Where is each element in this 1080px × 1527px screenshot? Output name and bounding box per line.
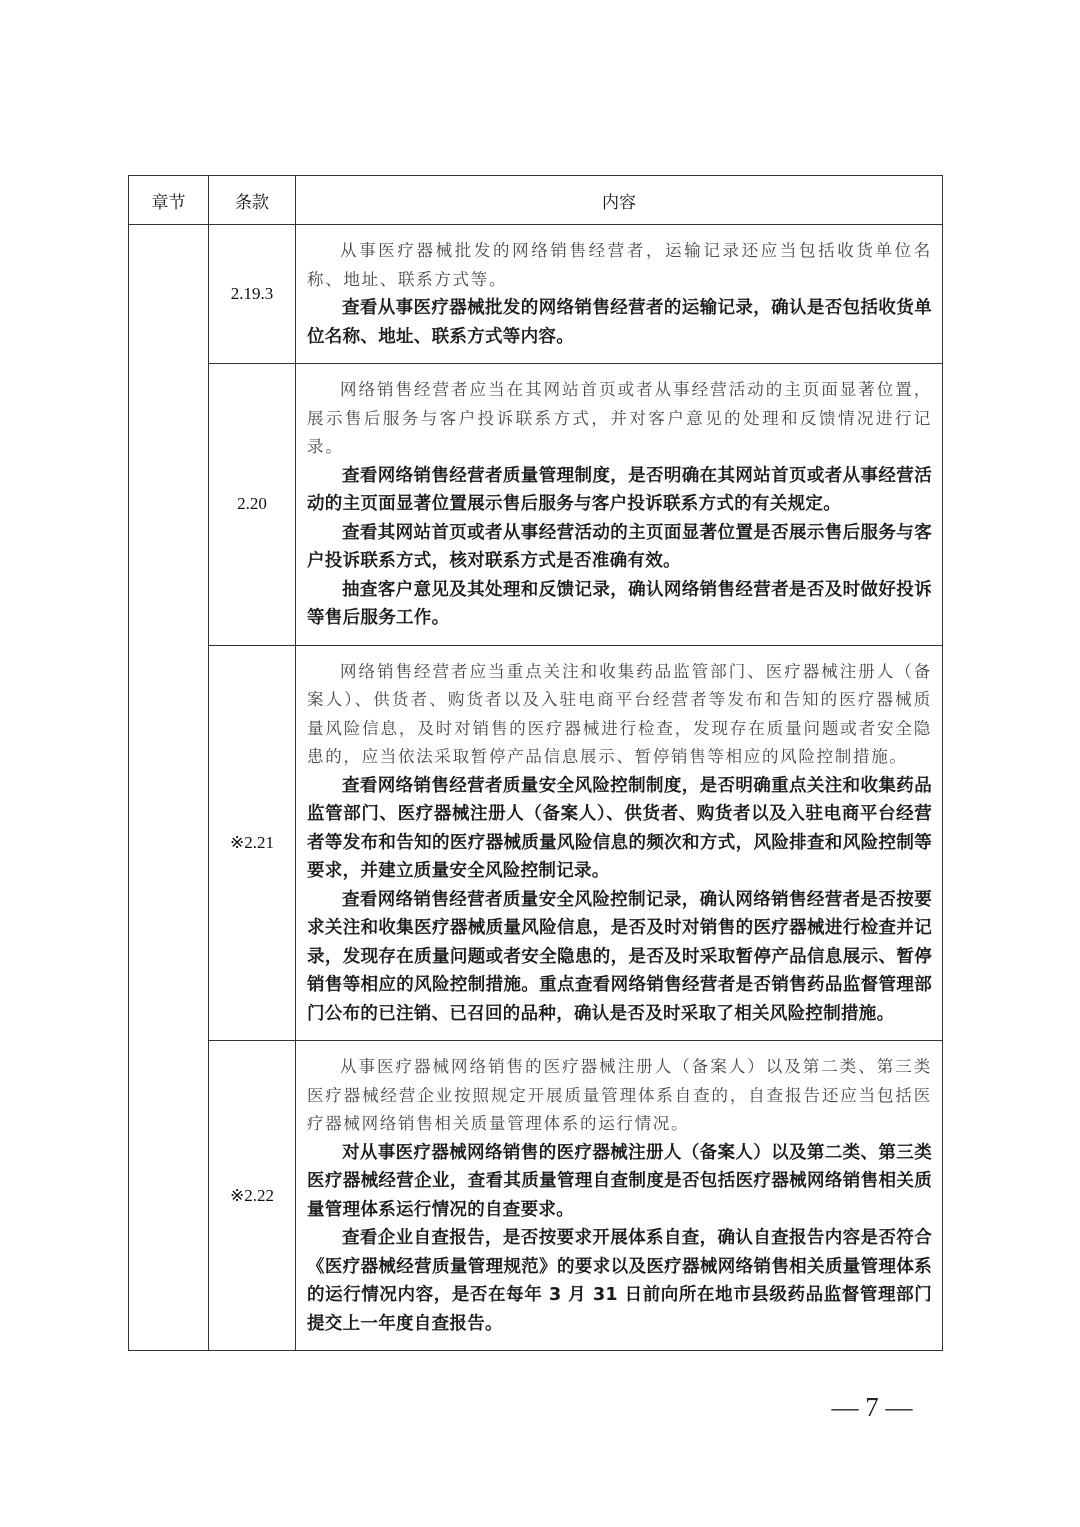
check-text: 查看企业自查报告，是否按要求开展体系自查，确认自查报告内容是否符合《医疗器械经营质量管理规范》的要求以及医疗器械网络销售相关质量管理体系的运行情况内容，是否在每年 3 月 31 日前向所在地市县级药品监督管理部门提交上一年度自查报告。 [307, 1228, 932, 1334]
requirement-text: 从事医疗器械网络销售的医疗器械注册人（备案人）以及第二类、第三类医疗器械经营企业按照规定开展质量管理体系自查的，自查报告还应当包括医疗器械网络销售相关质量管理体系的运行情况。 [307, 1057, 932, 1133]
check-text: 查看网络销售经营者质量安全风险控制记录，确认网络销售经营者是否按要求关注和收集医疗器械质量风险信息，是否及时对销售的医疗器械进行检查并记录，发现存在质量问题或者安全隐患的，是否及时采取暂停产品信息展示、暂停销售等相应的风险控制措施。重点查看网络销售经营者是否销售药品监督管理部门公布的已注销、已召回的品种，确认是否及时采取了相关风险控制措施。 [307, 889, 932, 1024]
clause-number: 2.20 [209, 364, 296, 646]
clause-number: ※2.21 [209, 645, 296, 1041]
check-text: 对从事医疗器械网络销售的医疗器械注册人（备案人）以及第二类、第三类医疗器械经营企业，查看其质量管理自查制度是否包括医疗器械网络销售相关质量管理体系运行情况的自查要求。 [307, 1142, 932, 1220]
content-cell [296, 364, 943, 646]
table-header-row [129, 176, 943, 225]
check-text: 抽查客户意见及其处理和反馈记录，确认网络销售经营者是否及时做好投诉等售后服务工作。 [307, 579, 932, 628]
header-content: 内容 [296, 176, 943, 225]
content-cell [296, 1041, 943, 1351]
requirement-text: 从事医疗器械批发的网络销售经营者，运输记录还应当包括收货单位名称、地址、联系方式等。 [307, 241, 932, 289]
requirement-text: 网络销售经营者应当在其网站首页或者从事经营活动的主页面显著位置，展示售后服务与客户投诉联系方式，并对客户意见的处理和反馈情况进行记录。 [307, 380, 932, 456]
check-text: 查看网络销售经营者质量管理制度，是否明确在其网站首页或者从事经营活动的主页面显著位置展示售后服务与客户投诉联系方式的有关规定。 [307, 465, 932, 514]
clause-number: 2.19.3 [209, 225, 296, 364]
requirement-text: 网络销售经营者应当重点关注和收集药品监管部门、医疗器械注册人（备案人）、供货者、购货者以及入驻电商平台经营者等发布和告知的医疗器械质量风险信息，及时对销售的医疗器械进行检查，发现存在质量问题或者安全隐患的，应当依法采取暂停产品信息展示、暂停销售等相应的风险控制措施。 [307, 661, 932, 766]
check-text: 查看从事医疗器械批发的网络销售经营者的运输记录，确认是否包括收货单位名称、地址、联系方式等内容。 [307, 298, 932, 347]
table-row [129, 225, 943, 364]
check-text: 查看网络销售经营者质量安全风险控制制度，是否明确重点关注和收集药品监管部门、医疗器械注册人（备案人）、供货者、购货者以及入驻电商平台经营者等发布和告知的医疗器械质量风险信息的频次和方式，风险排查和风险控制等要求，并建立质量安全风险控制记录。 [307, 775, 932, 881]
content-cell [296, 225, 943, 364]
table-row [129, 364, 943, 646]
clause-number: ※2.22 [209, 1041, 296, 1351]
chapter-cell [129, 225, 209, 1351]
regulation-table [128, 175, 943, 1351]
header-clause: 条款 [209, 176, 296, 225]
content-cell [296, 645, 943, 1041]
table-row [129, 1041, 943, 1351]
page-number: — 7 — [831, 1392, 913, 1422]
header-chapter: 章节 [129, 176, 209, 225]
check-text: 查看其网站首页或者从事经营活动的主页面显著位置是否展示售后服务与客户投诉联系方式，核对联系方式是否准确有效。 [307, 522, 932, 571]
table-row [129, 645, 943, 1041]
